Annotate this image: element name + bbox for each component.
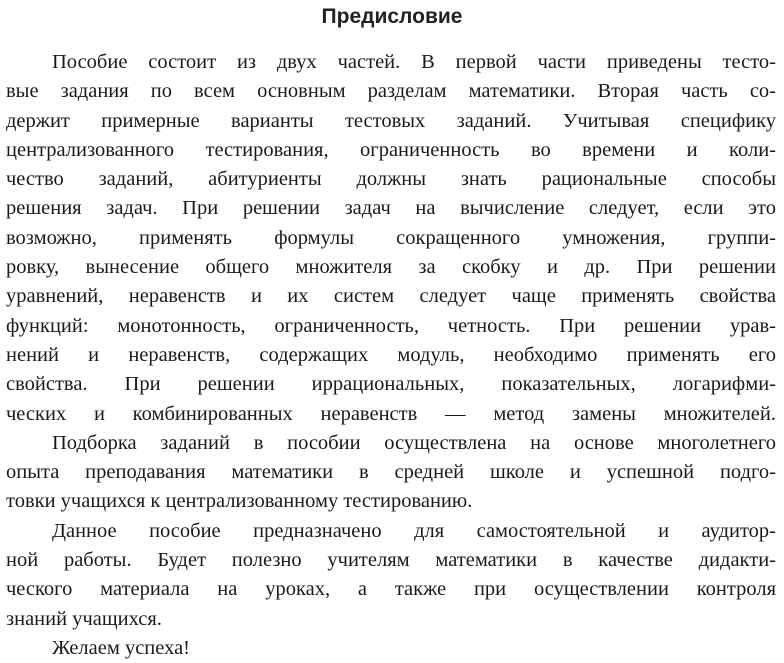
text-line: опыта преподавания математики в средней школе и успешной подго- xyxy=(6,461,776,484)
text-line: решения задач. При решении задач на вычисление следует, если это xyxy=(6,197,776,220)
text-line: чество заданий, абитуриенты должны знать рациональные способы xyxy=(6,168,776,191)
paragraph xyxy=(6,634,776,663)
text-line: Желаем успеха! xyxy=(52,636,191,659)
text-line: возможно, применять формулы сокращенного умножения, группи- xyxy=(6,226,776,249)
text-line: централизованного тестирования, ограниченность во времени и коли- xyxy=(6,138,776,161)
text-line: вые задания по всем основным разделам математики. Вторая часть со- xyxy=(6,80,776,103)
text-line: знаний учащихся. xyxy=(6,607,162,630)
text-line: нений и неравенств, содержащих модуль, необходимо применять его xyxy=(6,343,776,366)
text-line: держит примерные варианты тестовых заданий. Учитывая специфику xyxy=(6,109,776,132)
page-title: Предисловие xyxy=(321,5,463,28)
text-line: функций: монотонность, ограниченность, четность. При решении урав- xyxy=(6,314,776,337)
text-line: товки учащихся к централизованному тестированию. xyxy=(6,490,473,513)
text-line: уравнений, неравенств и их систем следует чаще применять свойства xyxy=(6,285,776,308)
text-line: свойства. При решении иррациональных, показательных, логарифми- xyxy=(6,373,776,396)
paragraph xyxy=(6,48,776,429)
paragraph xyxy=(6,429,776,517)
text-line: Данное пособие предназначено для самостоятельной и аудитор- xyxy=(52,519,776,542)
text-line: ческого материала на уроках, а также при осуществлении контроля xyxy=(6,578,776,601)
text-line: ной работы. Будет полезно учителям математики в качестве дидакти- xyxy=(6,549,776,572)
text-line: ческих и комбинированных неравенств — метод замены множителей. xyxy=(6,402,776,425)
document-body xyxy=(6,48,776,663)
text-line: Подборка заданий в пособии осуществлена на основе многолетнего xyxy=(52,431,776,454)
text-line: ровку, вынесение общего множителя за скобку и др. При решении xyxy=(6,256,776,279)
text-line: Пособие состоит из двух частей. В первой части приведены тесто- xyxy=(52,51,776,73)
paragraph xyxy=(6,517,776,634)
